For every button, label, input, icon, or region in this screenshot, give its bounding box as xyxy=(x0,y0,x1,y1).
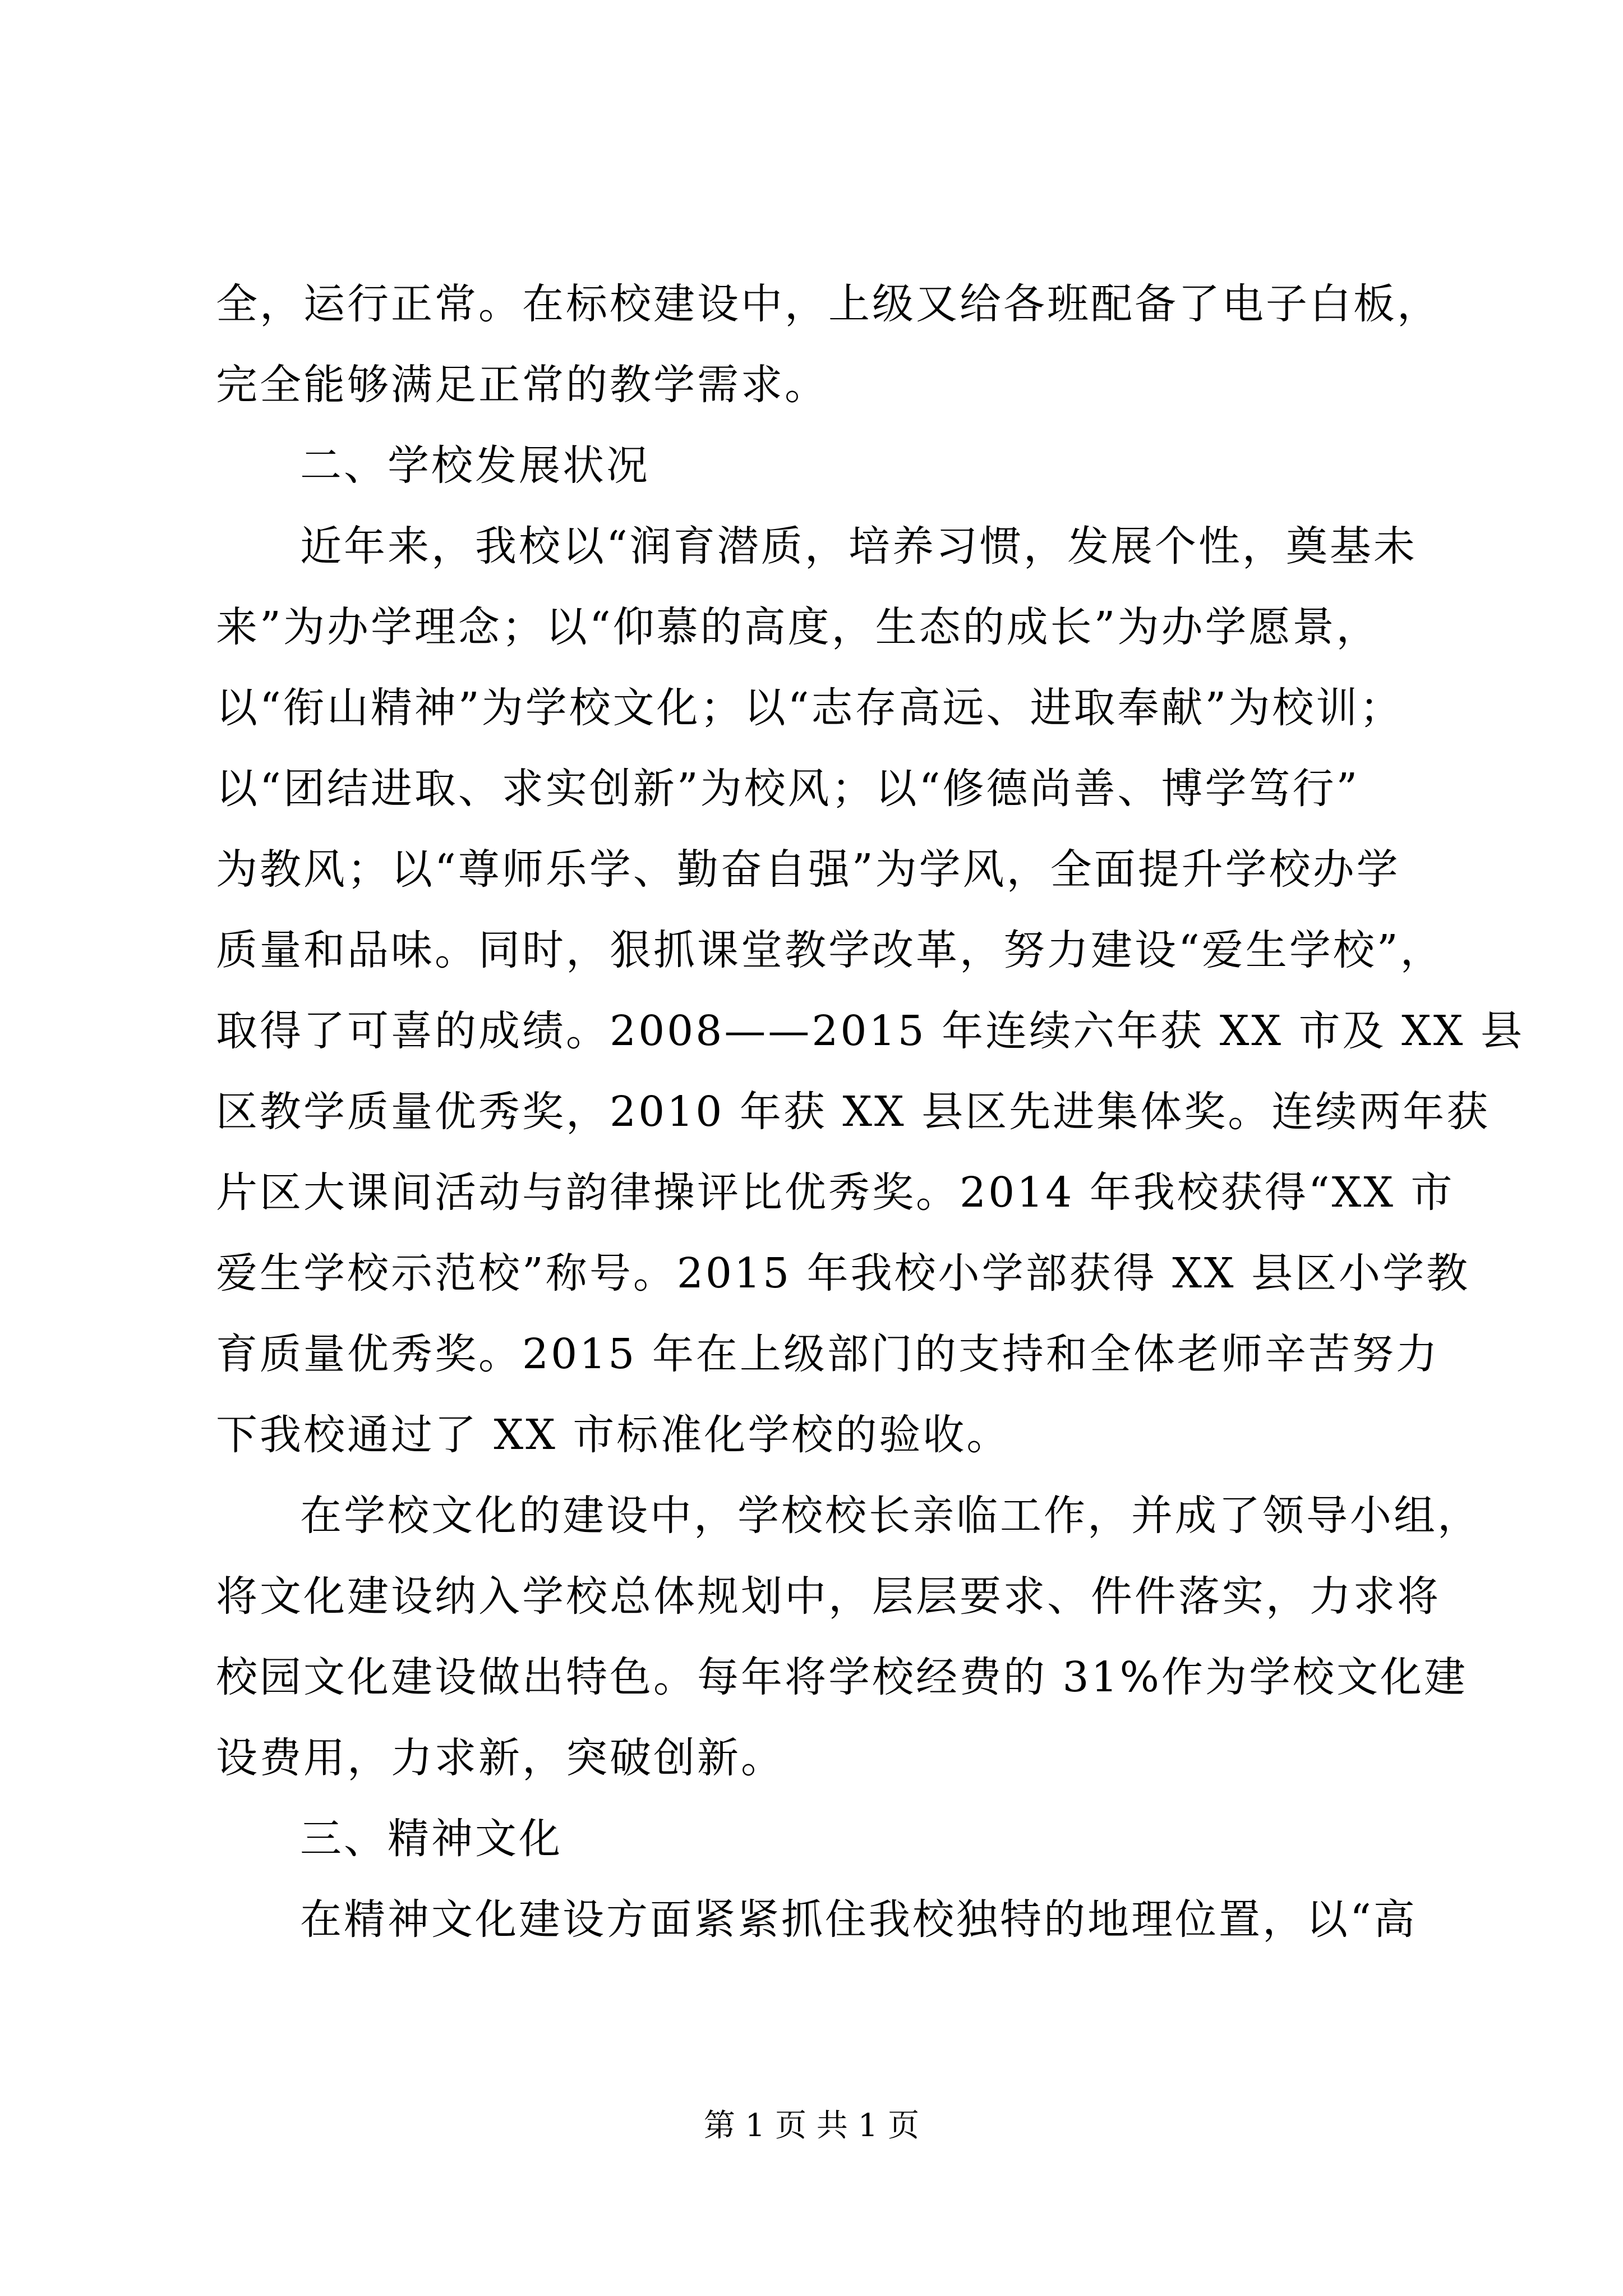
section-heading: 三、精神文化 xyxy=(300,1815,562,1863)
body-line: 爱生学校示范校”称号。2015 年我校小学部获得 XX 县区小学教 xyxy=(216,1249,1470,1297)
body-line: 为教风；以“尊师乐学、勤奋自强”为学风，全面提升学校办学 xyxy=(216,845,1400,894)
body-line: 校园文化建设做出特色。每年将学校经费的 31%作为学校文化建 xyxy=(216,1653,1468,1701)
body-line: 下我校通过了 XX 市标准化学校的验收。 xyxy=(216,1411,1011,1459)
body-line: 近年来，我校以“润育潜质，培养习惯，发展个性，奠基未 xyxy=(300,522,1417,570)
body-line: 在学校文化的建设中，学校校长亲临工作，并成了领导小组， xyxy=(300,1492,1481,1540)
body-line: 完全能够满足正常的教学需求。 xyxy=(216,361,828,409)
body-line: 设费用，力求新，突破创新。 xyxy=(216,1734,785,1782)
document-body xyxy=(216,264,1524,1960)
body-line: 取得了可喜的成绩。2008——2015 年连续六年获 XX 市及 XX 县 xyxy=(216,1007,1524,1055)
section-heading: 二、学校发展状况 xyxy=(300,441,650,490)
body-line: 片区大课间活动与韵律操评比优秀奖。2014 年我校获得“XX 市 xyxy=(216,1168,1455,1217)
page-footer: 第 1 页 共 1 页 xyxy=(703,2108,920,2144)
body-line: 将文化建设纳入学校总体规划中，层层要求、件件落实，力求将 xyxy=(216,1572,1441,1621)
body-line: 育质量优秀奖。2015 年在上级部门的支持和全体老师辛苦努力 xyxy=(216,1330,1440,1378)
body-line: 以“团结进取、求实创新”为校风；以“修德尚善、博学笃行” xyxy=(216,765,1360,813)
body-line: 全，运行正常。在标校建设中，上级又给各班配备了电子白板， xyxy=(216,280,1441,328)
body-line: 在精神文化建设方面紧紧抓住我校独特的地理位置，以“高 xyxy=(300,1895,1417,1944)
body-line: 来”为办学理念；以“仰慕的高度，生态的成长”为办学愿景， xyxy=(216,603,1380,651)
body-line: 区教学质量优秀奖，2010 年获 XX 县区先进集体奖。连续两年获 xyxy=(216,1088,1491,1136)
body-line: 以“衔山精神”为学校文化；以“志存高远、进取奉献”为校训； xyxy=(216,684,1404,732)
body-line: 质量和品味。同时，狠抓课堂教学改革，努力建设“爱生学校”， xyxy=(216,926,1444,974)
